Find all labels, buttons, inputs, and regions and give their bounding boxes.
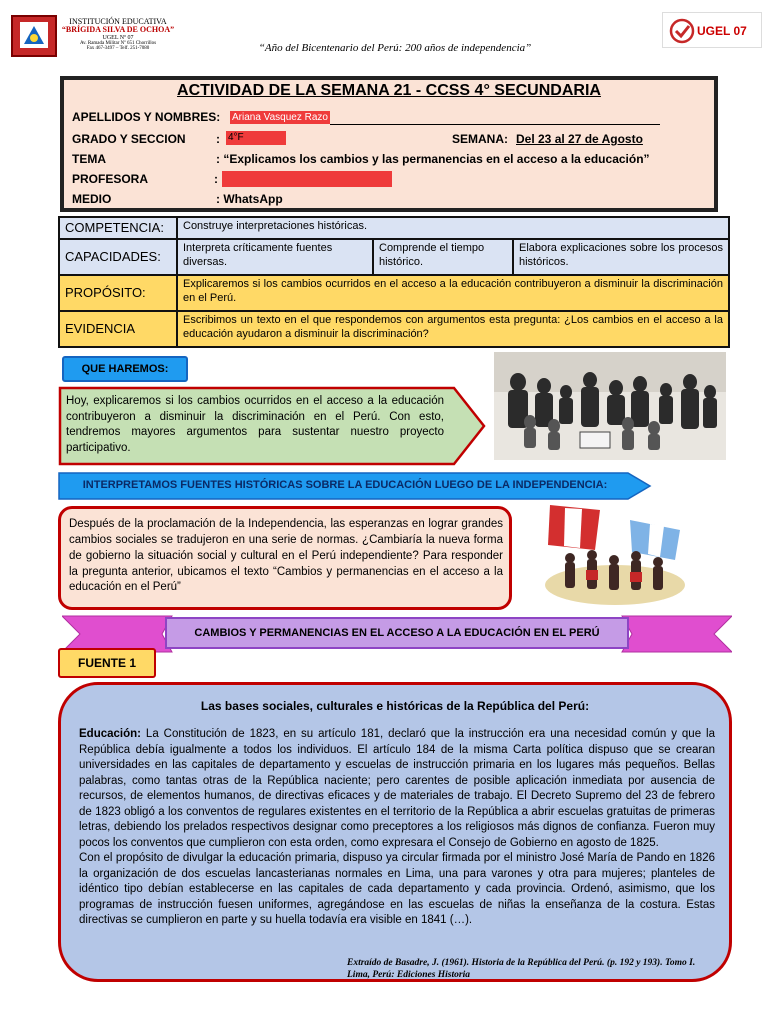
school-line-2: “BRÍGIDA SILVA DE OCHOA” xyxy=(61,25,175,35)
table-row xyxy=(59,311,729,347)
section-ribbon xyxy=(62,612,732,656)
source-lead: Educación: xyxy=(79,728,141,740)
que-haremos-banner: QUE HAREMOS: xyxy=(62,356,188,382)
name-label: APELLIDOS Y NOMBRES: xyxy=(72,110,221,124)
week-value: Del 23 al 27 de Agosto xyxy=(516,132,643,146)
proposito-value: Explicaremos si los cambios ocurridos en el acceso a la educación contribuyeron a disminuir la discriminación en el Perú. xyxy=(177,275,729,311)
school-line-3: UGEL Nº 07 xyxy=(102,34,134,41)
ribbon-title: CAMBIOS Y PERMANENCIAS EN EL ACCESO A LA EDUCACIÓN EN EL PERÚ xyxy=(194,627,600,639)
interpretamos-banner xyxy=(58,472,652,500)
ugel-label: UGEL 07 xyxy=(697,24,747,38)
name-underline xyxy=(330,124,660,125)
proposito-label: PROPÓSITO: xyxy=(59,275,177,311)
table-row xyxy=(59,217,729,239)
source-body xyxy=(79,727,715,929)
year-motto: “Año del Bicentenario del Perú: 200 años de independencia” xyxy=(258,42,532,54)
teacher-field[interactable] xyxy=(222,171,392,187)
teacher-colon: : xyxy=(214,172,218,186)
week-label: SEMANA: xyxy=(452,132,508,146)
teacher-label: PROFESORA xyxy=(72,172,149,186)
source-heading: Las bases sociales, culturales e históricas de la República del Perú: xyxy=(200,699,590,713)
capacidad-2: Comprende el tiempo histórico. xyxy=(373,239,513,275)
historical-class-photo xyxy=(494,352,726,460)
que-haremos-text: Hoy, explicaremos si los cambios ocurridos en el acceso a la educación contribuyeron a disminuir la discriminación en el Perú. Con esto, tendremos mayores argumentos para sustentar nuestro proyecto participativo. xyxy=(66,395,444,454)
table-row xyxy=(59,239,729,275)
school-name-block xyxy=(58,18,178,52)
school-crest-logo xyxy=(10,14,58,58)
que-haremos-box xyxy=(58,386,486,466)
school-line-5: Fax 467-3497 – Telf. 251-7080 xyxy=(86,46,150,52)
evidencia-value: Escribimos un texto en el que respondemos con argumentos esta pregunta: ¿Los cambios en el acceso a la educación ayudaron a disminuir la discriminación? xyxy=(177,311,729,347)
competency-table xyxy=(58,216,730,348)
table-row xyxy=(59,275,729,311)
grade-field[interactable]: 4°F xyxy=(226,131,286,145)
interpretamos-box xyxy=(58,506,512,610)
interpretamos-text: Después de la proclamación de la Independencia, las esperanzas en lograr grandes cambios sociales se tradujeron en una serie de normas. ¿Cambiaría la nueva forma de gobierno la situación social y cultural en el Perú independiente? Para responder la pregunta anterior, ubicamos el texto “Cambios y permanencias en el acceso a la educación en el Perú” xyxy=(69,518,503,594)
capacidades-label: CAPACIDADES: xyxy=(59,239,177,275)
ugel-logo xyxy=(662,12,762,48)
competencia-label: COMPETENCIA: xyxy=(59,217,177,239)
competencia-value: Construye interpretaciones históricas. xyxy=(177,217,729,239)
grade-label: GRADO Y SECCION xyxy=(72,132,186,146)
source-paragraph-2: Con el propósito de divulgar la educación primaria, dispuso ya circular firmada por el ministro José María de Pando en 1826 la organización de dos escuelas lancasterianas normales en Lima, una para varones y otra para mujeres; planteles de idéntico tipo debían establecerse en las capitales de cada departamento y cada provincia. Ordenó, asimismo, que los programas de instrucción fuesen uniformes, agregándose en las escuelas de niñas la enseñanza de la costura. Estas directivas se cumplieron en parte y su huella todavía era visible en 1841 (…). xyxy=(79,852,715,927)
independence-painting xyxy=(540,500,690,610)
school-line-4: Av. Ramada Militar Nº 651 Chorrillos xyxy=(79,41,157,47)
name-field[interactable]: Ariana Vasquez Razo xyxy=(230,111,330,124)
topic-label: TEMA xyxy=(72,152,106,166)
topic-value: : “Explicamos los cambios y las permanencias en el acceso a la educación” xyxy=(216,152,650,166)
source-citation: Extraído de Basadre, J. (1961). Historia de la República del Perú. (p. 192 y 193). Tomo I. Lima, Perú: Ediciones Historia xyxy=(347,958,696,981)
source-text-box xyxy=(58,682,732,982)
medium-value: : WhatsApp xyxy=(216,192,283,206)
capacidad-1: Interpreta críticamente fuentes diversas. xyxy=(177,239,373,275)
medium-label: MEDIO xyxy=(72,192,112,206)
activity-title: ACTIVIDAD DE LA SEMANA 21 - CCSS 4° SECUNDARIA xyxy=(177,82,601,99)
check-icon xyxy=(669,18,695,44)
grade-colon: : xyxy=(216,132,220,146)
capacidad-3: Elabora explicaciones sobre los procesos históricos. xyxy=(513,239,729,275)
source-paragraph-1: La Constitución de 1823, en su artículo 181, declaró que la instrucción era una necesidad común y que la República debía igualmente a todos los individuos. El artículo 184 de la misma Carta política dispuso que se crearan universidades en las capitales de departamento y escuelas de instrucción primaria en los lugares más pequeños. Bellas palabras, como tantas otras de la República naciente; pero carentes de posible aplicación inmediata por ausencia de recursos, de elementos humanos, de directivas eficaces y de materiales de trabajo. El Decreto Supremo del 23 de febrero de 1823 obligó a los conventos de regulares existentes en el territorio de la República a abrir escuelas gratuitas de primeras letras, debiendo los prelados respectivos designar como preceptores a los religiosos más dignos de confianza. Fueron muy pocos los conventos que cumplieron con esta orden, como expresara el Consejo de Gobierno en agosto de 1825. xyxy=(79,728,715,849)
activity-header-box xyxy=(60,76,718,212)
school-line-1: INSTITUCIÓN EDUCATIVA xyxy=(69,17,167,26)
interpretamos-label: INTERPRETAMOS FUENTES HISTÓRICAS SOBRE LA EDUCACIÓN LUEGO DE LA INDEPENDENCIA: xyxy=(82,479,608,491)
evidencia-label: EVIDENCIA xyxy=(59,311,177,347)
fuente-label: FUENTE 1 xyxy=(58,648,156,678)
